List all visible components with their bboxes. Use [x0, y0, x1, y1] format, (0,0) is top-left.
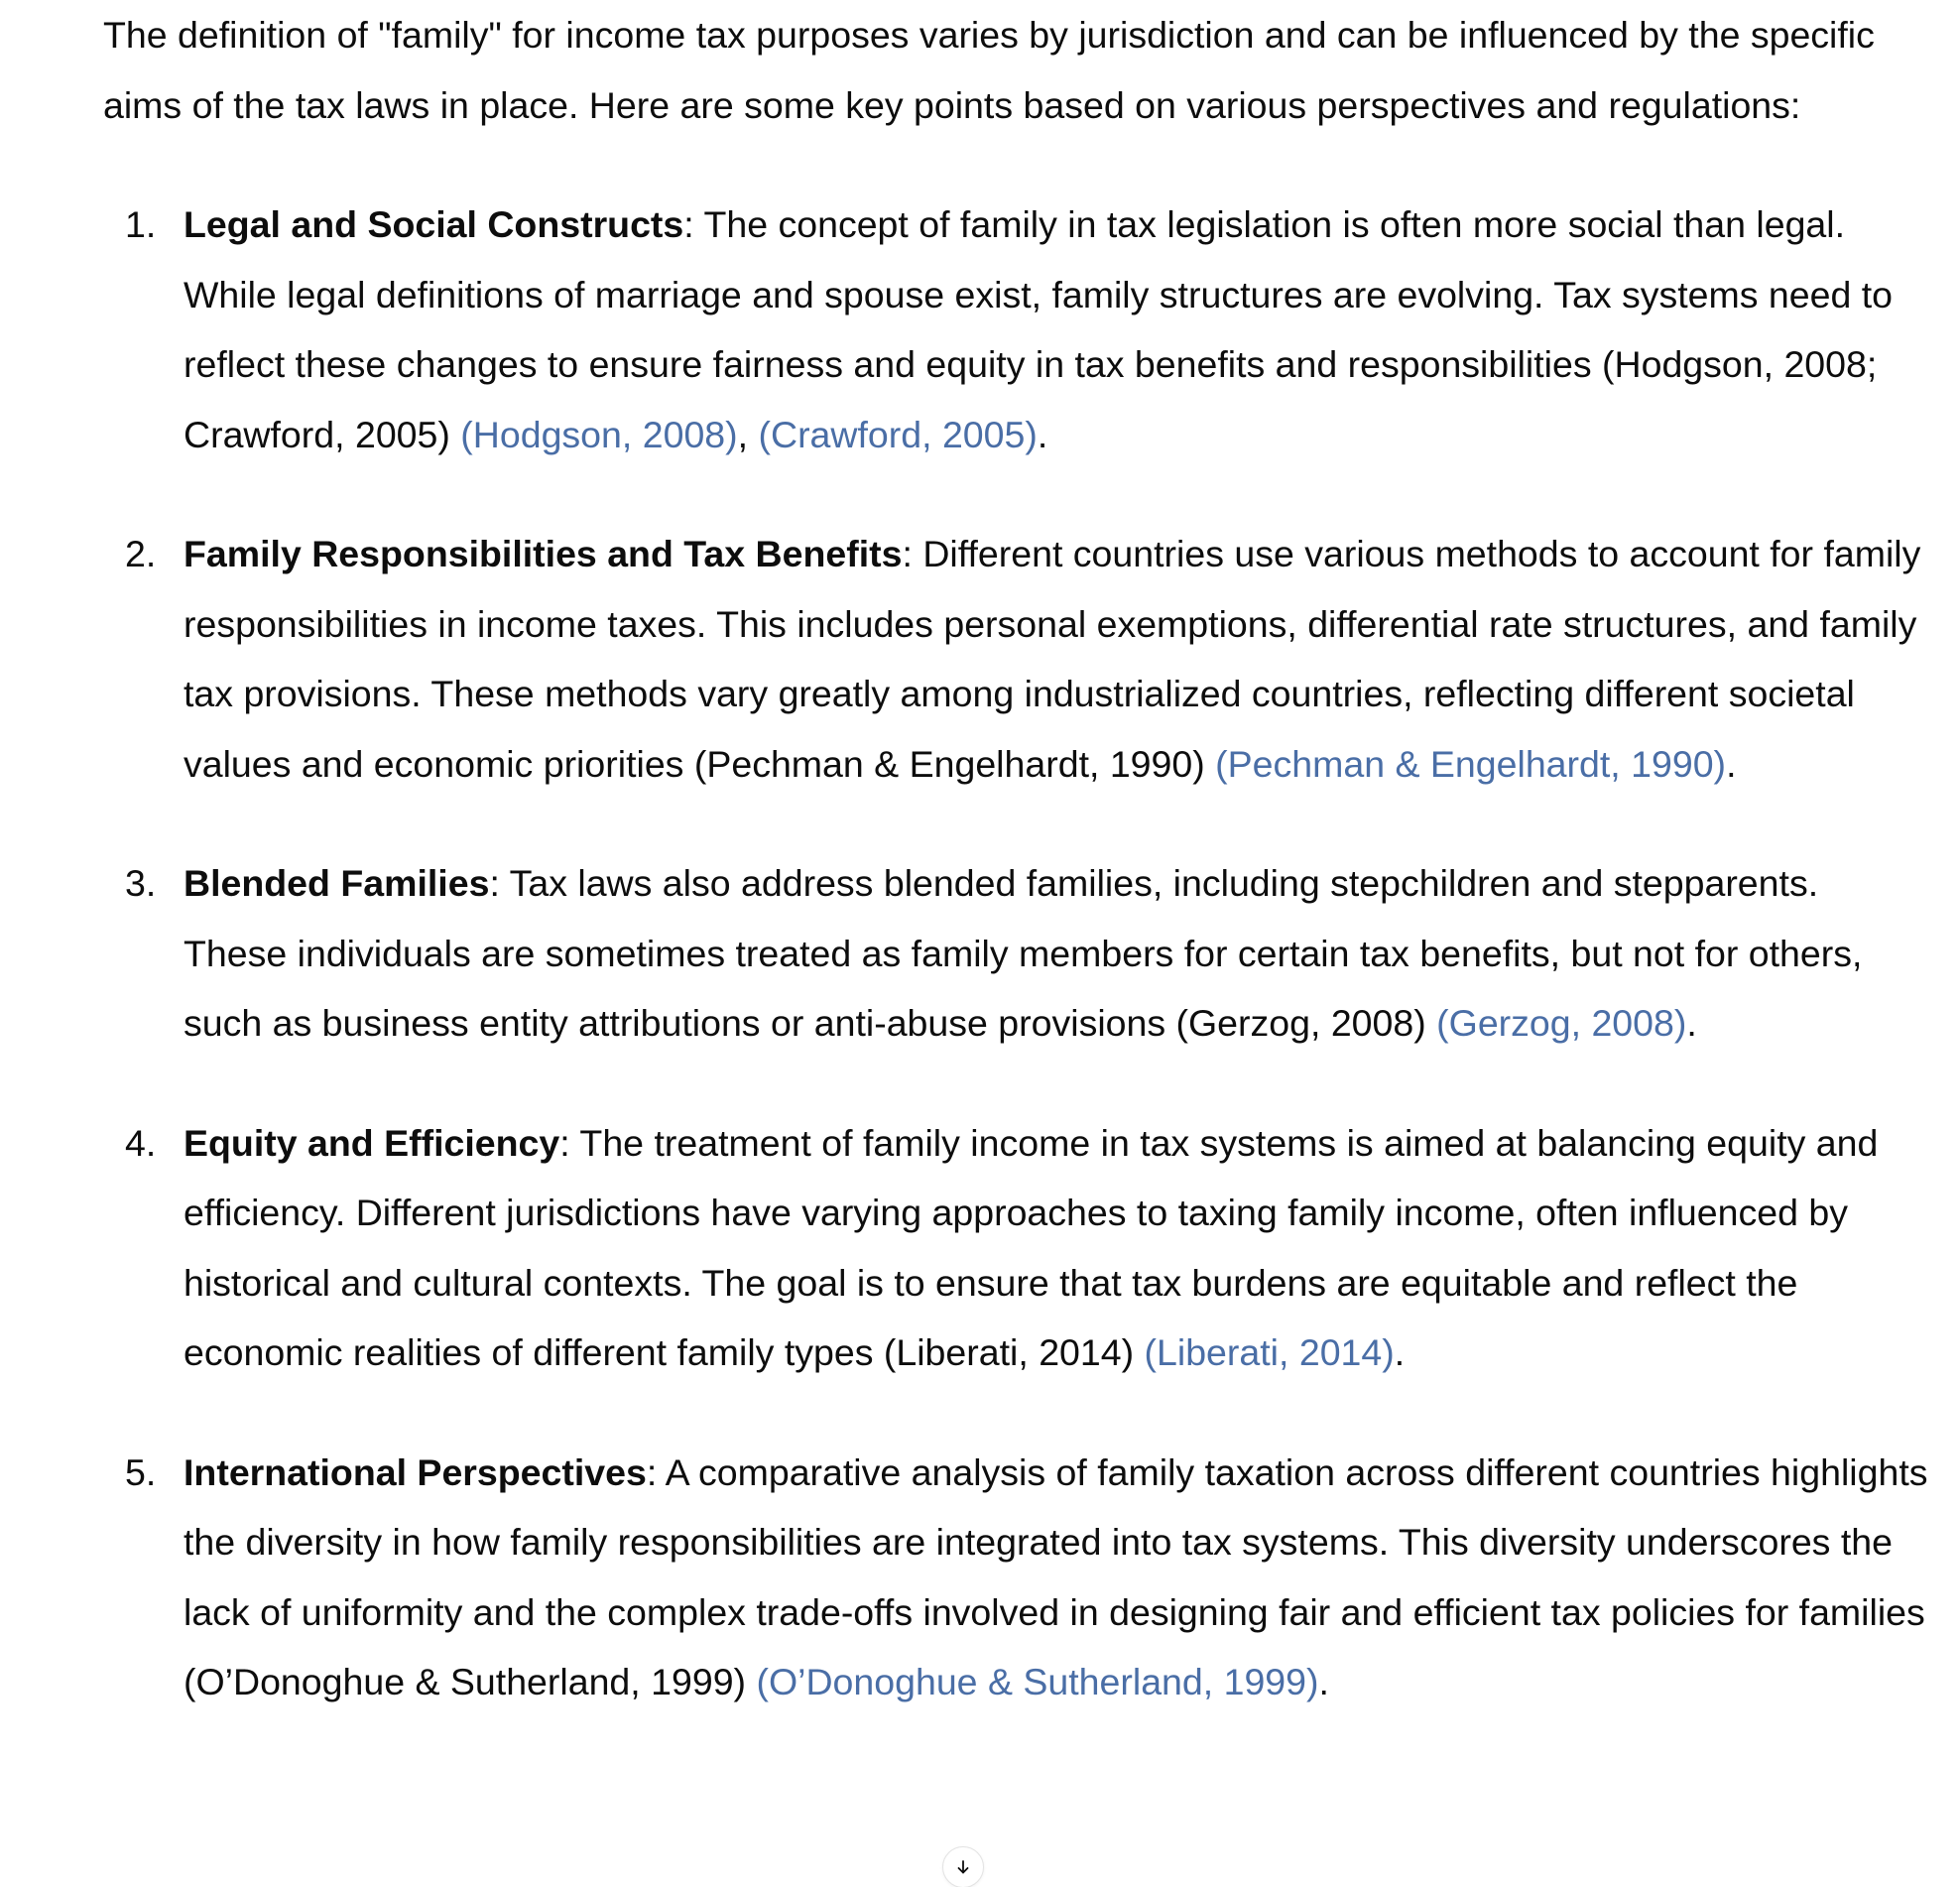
list-number: 3. — [125, 862, 157, 904]
list-item-text: : A comparative analysis of family taxation across different countries highlights the diversity in how family responsibilities are integrated into tax systems. This diversity underscores the lack of uniformity and the complex trade-offs involved in designing fair and efficient tax policies for families (O’Donoghue & Sutherland, 1999) — [184, 1450, 1928, 1702]
list-item — [103, 519, 1928, 799]
list-item — [103, 189, 1928, 469]
citation-link-liberati[interactable]: (Liberati, 2014) — [1144, 1331, 1395, 1373]
list-item-text: : The treatment of family income in tax systems is aimed at balancing equity and efficiency. Different jurisdictions have varying approaches to taxing family income, often influenced by historical and cultural contexts. The goal is to ensure that tax burdens are equitable and reflect the economic realities of different family types (Liberati, 2014) — [184, 1121, 1879, 1373]
list-item-term: Equity and Efficiency — [184, 1121, 560, 1164]
end-punctuation: . — [1726, 742, 1737, 785]
arrow-down-icon — [953, 1857, 973, 1877]
end-punctuation: . — [1318, 1661, 1329, 1702]
list-item-text: : The concept of family in tax legislation is often more social than legal. While legal definitions of marriage and spouse exist, family structures are evolving. Tax systems need to reflect these changes to ensure fairness and equity in tax benefits and responsibilities (Hodgson, 2008; Crawford, 2005) — [184, 203, 1894, 455]
citation-link-gerzog[interactable]: (Gerzog, 2008) — [1436, 1002, 1687, 1044]
list-item — [103, 1108, 1928, 1388]
citation-link-crawford[interactable]: (Crawford, 2005) — [758, 413, 1038, 455]
list-item-term: International Perspectives — [184, 1450, 647, 1493]
intro-paragraph: The definition of "family" for income tax purposes varies by jurisdiction and can be influenced by the specific aims of the tax laws in place. Here are some key points based on various perspectives and regulations: — [103, 14, 1875, 126]
list-item-text: : Different countries use various methods to account for family responsibilities in income taxes. This includes personal exemptions, differential rate structures, and family tax provisions. These methods vary greatly among industrialized countries, reflecting different societal values and economic priorities (Pechman & Engelhardt, 1990) — [184, 533, 1921, 785]
end-punctuation: . — [1394, 1331, 1406, 1373]
scroll-to-bottom-button[interactable] — [942, 1846, 984, 1887]
list-number: 2. — [125, 533, 157, 574]
list-item — [103, 1438, 1928, 1717]
end-punctuation: . — [1686, 1002, 1697, 1044]
list-number: 1. — [125, 203, 157, 245]
list-item-term: Family Responsibilities and Tax Benefits — [184, 533, 903, 574]
citation-link-odonoghue[interactable]: (O’Donoghue & Sutherland, 1999) — [756, 1661, 1319, 1702]
list-number: 4. — [125, 1121, 157, 1164]
list-item-term: Legal and Social Constructs — [184, 203, 684, 245]
end-punctuation: . — [1037, 413, 1048, 455]
list-item-term: Blended Families — [184, 862, 490, 904]
citation-link-pechman[interactable]: (Pechman & Engelhardt, 1990) — [1215, 742, 1727, 785]
list-item-text: : Tax laws also address blended families, including stepchildren and stepparents. These individuals are sometimes treated as family members for certain tax benefits, but not for others, such as business entity attributions or anti-abuse provisions (Gerzog, 2008) — [184, 862, 1863, 1044]
citation-link-hodgson[interactable]: (Hodgson, 2008) — [460, 413, 738, 455]
citation-separator: , — [737, 413, 759, 455]
list-item — [103, 848, 1928, 1059]
assistant-message — [103, 0, 1928, 1767]
list-number: 5. — [125, 1450, 157, 1493]
key-points-list — [103, 189, 1928, 1717]
